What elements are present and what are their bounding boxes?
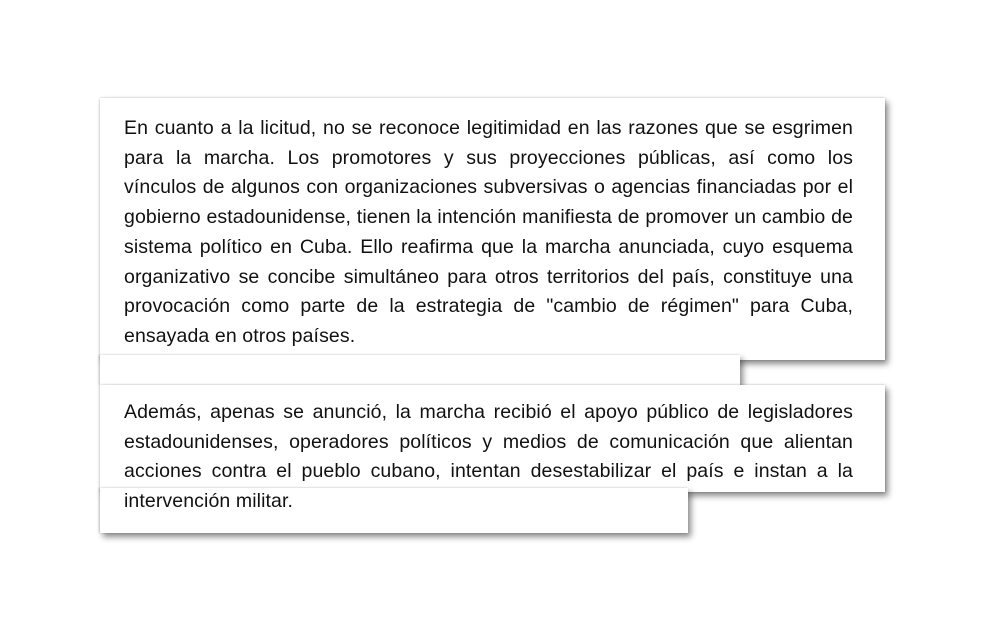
text-clipping-1-tail (100, 355, 740, 385)
paragraph-support: Además, apenas se anunció, la marcha recibió el apoyo público de legisladores estadounidenses, operadores políticos y medios de comunicación que alientan acciones contra el pueblo cubano, intentan desestabilizar el país e instan a la intervención militar. (124, 401, 853, 513)
paragraph-legitimacy: En cuanto a la licitud, no se reconoce legitimidad en las razones que se esgrimen para la marcha. Los promotores y sus proyecciones públicas, así como los vínculos de algunos con organizaciones subversivas o agencias financiadas por el gobierno estadounidense, tienen la intención manifiesta de promover un cambio de sistema político en Cuba. Ello reafirma que la marcha anunciada, cuyo esquema organizativo se concibe simultáneo para otros territorios del país, constituye una provocación como parte de la estrategia de "cambio de régimen" para Cuba, ensayada en otros países. (124, 117, 853, 347)
